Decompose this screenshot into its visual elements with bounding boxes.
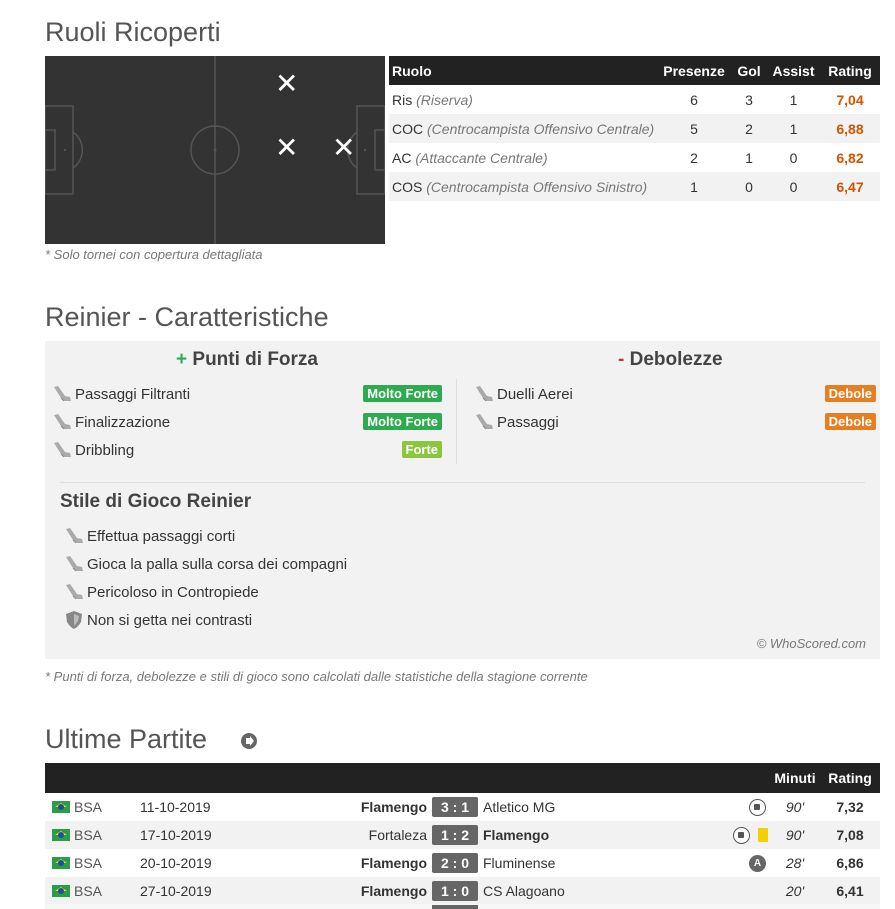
arrow-right-icon[interactable] — [241, 733, 257, 749]
brazil-flag-icon — [52, 885, 70, 897]
minutes-played: 20' — [770, 877, 820, 905]
weakness-label: Passaggi — [497, 413, 559, 431]
strength-item — [51, 411, 170, 433]
minutes-played: 28' — [785, 855, 805, 871]
home-team[interactable]: Fortaleza — [232, 821, 430, 849]
apps-cell: 6 — [690, 91, 698, 108]
strengths-title: Punti di Forza — [192, 349, 318, 370]
position-marker-coc: ✕ — [275, 132, 299, 163]
pitch-note: * Solo tornei con copertura dettagliata — [45, 247, 263, 262]
brazil-flag-icon — [52, 829, 70, 841]
position-marker-cos: ✕ — [275, 68, 299, 99]
weaknesses-title: Debolezze — [629, 349, 723, 370]
goals-cell: 2 — [731, 114, 767, 143]
boot-icon — [473, 411, 495, 433]
score-cell — [430, 821, 480, 849]
match-score-partial — [432, 905, 478, 909]
role-cell — [389, 85, 657, 114]
table-row[interactable] — [45, 793, 880, 821]
rating-cell: 6,47 — [820, 172, 880, 201]
header-role[interactable]: Ruolo — [389, 56, 657, 85]
events-cell — [710, 877, 770, 905]
match-rating: 6,41 — [820, 877, 880, 905]
boot-icon — [63, 525, 85, 547]
assists-cell: 1 — [767, 114, 820, 143]
shield-icon — [63, 609, 85, 631]
match-date: 17-10-2019 — [122, 821, 232, 849]
away-team[interactable]: Flamengo — [480, 821, 710, 849]
goals-cell: 3 — [745, 91, 753, 108]
style-label: Pericoloso in Contropiede — [87, 583, 259, 601]
home-team[interactable]: Flamengo — [360, 855, 427, 871]
strength-level-badge: Forte — [402, 441, 443, 458]
goals-cell: 1 — [745, 149, 753, 166]
characteristics-title: Reinier - Caratteristiche — [45, 302, 329, 332]
play-style-title: Stile di Gioco Reinier — [60, 491, 252, 512]
weakness-label: Duelli Aerei — [497, 385, 573, 403]
boot-icon — [51, 411, 73, 433]
header-rating[interactable]: Rating — [820, 56, 880, 85]
header-rating[interactable]: Rating — [820, 763, 880, 793]
score-cell — [430, 793, 480, 821]
minutes-played: 90' — [770, 821, 820, 849]
style-item — [63, 609, 252, 631]
competition-cell — [45, 877, 122, 905]
assist-icon: A — [749, 855, 766, 872]
match-date: 20-10-2019 — [140, 855, 212, 871]
weakness-item — [473, 383, 573, 405]
role-desc: (Attaccante Centrale) — [415, 149, 548, 166]
assists-cell: 0 — [789, 149, 798, 166]
minus-icon: - — [618, 349, 625, 370]
assists-cell: 1 — [789, 91, 798, 108]
minutes-played: 90' — [785, 799, 805, 815]
table-row — [389, 85, 880, 114]
matches-title: Ultime Partite — [45, 724, 208, 754]
boot-icon — [63, 553, 85, 575]
competition-label[interactable]: BSA — [74, 827, 103, 843]
table-row — [389, 114, 880, 143]
match-date: 11-10-2019 — [140, 799, 211, 815]
boot-icon — [473, 383, 495, 405]
role-cell — [389, 143, 657, 172]
assists-cell: 0 — [767, 172, 820, 201]
goal-icon — [749, 799, 766, 816]
boot-icon — [63, 581, 85, 603]
roles-header-row — [389, 56, 880, 85]
rating-cell: 6,88 — [820, 114, 880, 143]
role-cell — [389, 114, 657, 143]
competition-label[interactable]: BSA — [74, 883, 103, 899]
match-rating: 6,86 — [836, 855, 864, 871]
home-team[interactable]: Flamengo — [360, 799, 427, 815]
style-item — [63, 525, 235, 547]
brazil-flag-icon — [52, 857, 70, 869]
position-pitch — [45, 56, 385, 244]
score-cell — [430, 849, 480, 877]
strength-level-badge: Molto Forte — [363, 413, 442, 430]
role-code: COC — [392, 120, 424, 137]
header-assists[interactable]: Assist — [767, 56, 820, 85]
apps-cell: 2 — [690, 149, 698, 166]
weakness-level-badge: Debole — [825, 413, 876, 430]
table-row[interactable] — [45, 877, 880, 905]
strength-label: Passaggi Filtranti — [75, 385, 191, 403]
strengths-heading — [176, 349, 318, 371]
style-item — [63, 581, 259, 603]
strength-item — [51, 383, 190, 405]
match-score[interactable]: 3 : 1 — [432, 797, 478, 817]
role-code: Ris — [392, 91, 413, 108]
weakness-level-badge: Debole — [825, 385, 876, 402]
style-label: Non si getta nei contrasti — [87, 611, 253, 629]
role-desc: (Riserva) — [416, 91, 473, 108]
weaknesses-heading — [618, 349, 723, 371]
weakness-item — [473, 411, 559, 433]
yellow-card-icon — [758, 828, 768, 842]
away-team[interactable]: CS Alagoano — [480, 877, 710, 905]
characteristics-note: * Punti di forza, debolezze e stili di gioco sono calcolati dalle statistiche della stagione corrente — [45, 669, 588, 684]
table-row — [389, 172, 880, 201]
column-divider — [456, 379, 457, 464]
strength-level-badge: Molto Forte — [363, 385, 442, 402]
rating-cell: 7,04 — [836, 91, 864, 108]
apps-cell: 5 — [657, 114, 731, 143]
section-divider — [60, 482, 865, 483]
header-apps[interactable]: Presenze — [657, 56, 731, 85]
role-code: COS — [392, 178, 423, 195]
match-date: 27-10-2019 — [122, 877, 232, 905]
roles-title: Ruoli Ricoperti — [45, 17, 221, 47]
home-team[interactable]: Flamengo — [232, 877, 430, 905]
match-rating: 7,32 — [836, 799, 864, 815]
apps-cell: 1 — [657, 172, 731, 201]
copyright-text: © WhoScored.com — [756, 636, 866, 651]
table-row[interactable] — [45, 821, 880, 849]
header-goals[interactable]: Gol — [731, 56, 767, 85]
position-marker-ac: ✕ — [332, 132, 356, 163]
matches-table — [45, 763, 880, 905]
goals-cell: 0 — [731, 172, 767, 201]
match-rating: 7,08 — [820, 821, 880, 849]
plus-icon: + — [176, 349, 188, 370]
role-desc: (Centrocampista Offensivo Centrale) — [427, 120, 655, 137]
role-code: AC — [392, 149, 412, 166]
strength-item — [51, 439, 134, 461]
table-row[interactable] — [45, 849, 880, 877]
competition-cell — [45, 793, 122, 821]
role-cell — [389, 172, 657, 201]
events-cell — [710, 793, 770, 821]
competition-cell — [45, 849, 122, 877]
brazil-flag-icon — [52, 801, 70, 813]
away-team[interactable]: Atletico MG — [483, 799, 556, 815]
away-team[interactable]: Fluminense — [483, 855, 556, 871]
competition-label[interactable]: BSA — [74, 799, 103, 815]
header-minutes[interactable]: Minuti — [770, 763, 820, 793]
competition-cell — [45, 821, 122, 849]
boot-icon — [51, 383, 73, 405]
boot-icon — [51, 439, 73, 461]
roles-table — [389, 56, 880, 201]
style-label: Gioca la palla sulla corsa dei compagni — [87, 555, 348, 573]
match-score[interactable]: 2 : 0 — [432, 853, 478, 873]
events-cell — [710, 821, 770, 849]
header-spacer — [45, 763, 770, 793]
strength-label: Finalizzazione — [75, 413, 171, 431]
matches-header-row — [45, 763, 880, 793]
rating-cell: 6,82 — [836, 149, 864, 166]
strength-label: Dribbling — [75, 441, 135, 459]
role-desc: (Centrocampista Offensivo Sinistro) — [426, 178, 648, 195]
style-item — [63, 553, 347, 575]
goal-icon — [733, 827, 750, 844]
score-cell — [430, 877, 480, 905]
style-label: Effettua passaggi corti — [87, 527, 236, 545]
table-row — [389, 143, 880, 172]
characteristics-panel — [45, 341, 880, 659]
match-score[interactable]: 1 : 0 — [432, 881, 478, 901]
events-cell — [710, 849, 770, 877]
match-score[interactable]: 1 : 2 — [432, 825, 478, 845]
competition-label[interactable]: BSA — [74, 855, 103, 871]
